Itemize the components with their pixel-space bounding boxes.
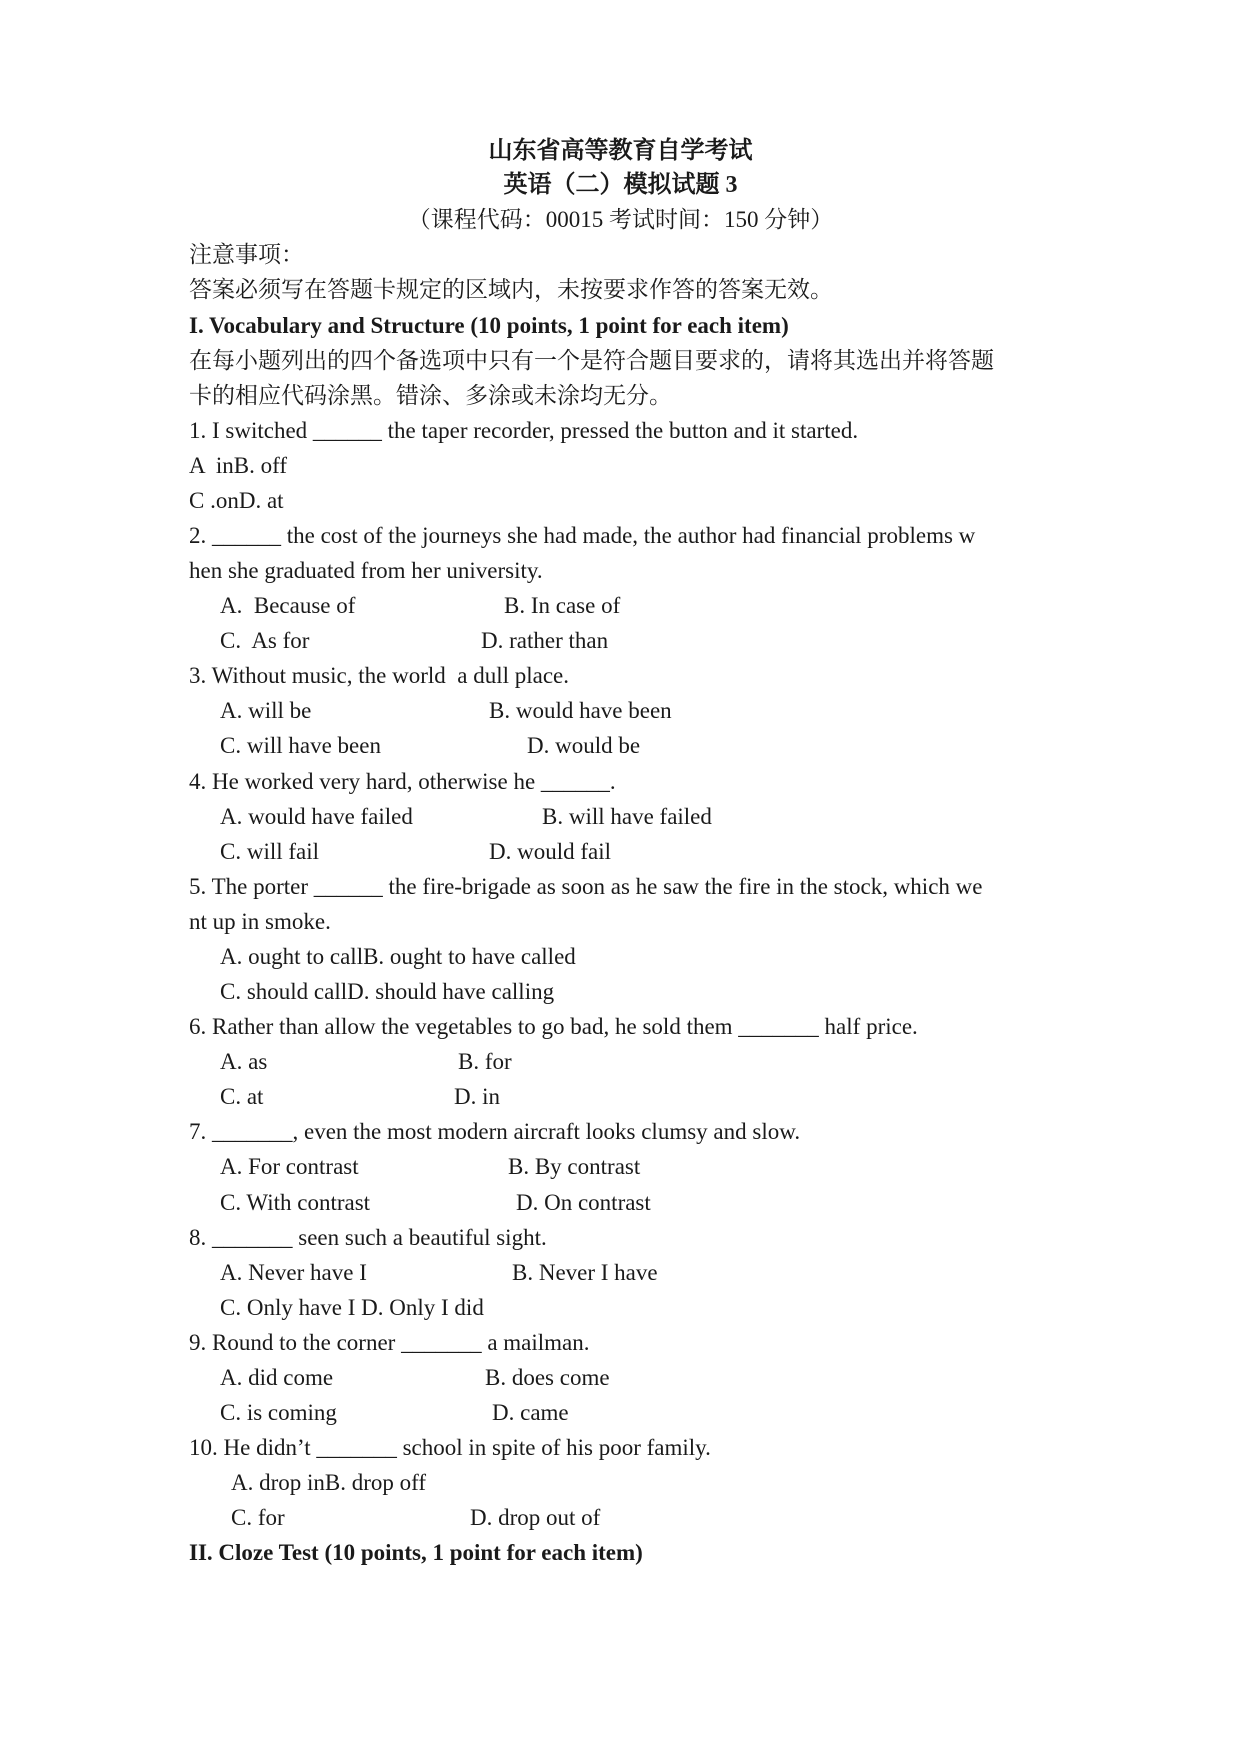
notice-text: 答案必须写在答题卡规定的区域内，未按要求作答的答案无效。 [189, 277, 833, 302]
question-2-option-c: C. As for [220, 628, 310, 653]
question-4-stem: 4. He worked very hard, otherwise he ______. [189, 769, 616, 794]
section1-heading: I. Vocabulary and Structure (10 points, 1 point for each item) [189, 313, 789, 338]
question-3-option-d: D. would be [527, 733, 641, 758]
question-9-option-d: D. came [492, 1400, 569, 1425]
question-4-option-b: B. will have failed [542, 804, 712, 829]
question-9-stem: 9. Round to the corner _______ a mailman. [189, 1330, 590, 1355]
question-1-option-line2: C .onD. at [189, 488, 284, 513]
question-10-option-d: D. drop out of [470, 1505, 601, 1530]
question-7-option-c: C. With contrast [220, 1190, 371, 1215]
question-4-option-d: D. would fail [489, 839, 612, 864]
question-2-option-a: A. Because of [220, 593, 356, 618]
question-6-option-c: C. at [220, 1084, 264, 1109]
question-10-stem: 10. He didn’t _______ school in spite of his poor family. [189, 1435, 711, 1460]
exam-subject-title: 英语（二）模拟试题 3 [503, 172, 738, 198]
question-6-option-d: D. in [454, 1084, 500, 1109]
section2-heading: II. Cloze Test (10 points, 1 point for each item) [189, 1540, 643, 1565]
question-4-option-a: A. would have failed [220, 804, 413, 829]
exam-title: 山东省高等教育自学考试 [488, 138, 753, 164]
question-3-stem: 3. Without music, the world a dull place. [189, 663, 569, 688]
question-6-option-b: B. for [458, 1049, 512, 1074]
question-10-option-c: C. for [231, 1505, 285, 1530]
question-9-option-c: C. is coming [220, 1400, 337, 1425]
question-3-option-a: A. will be [220, 698, 312, 723]
question-7-option-d: D. On contrast [516, 1190, 651, 1215]
question-6-stem: 6. Rather than allow the vegetables to go bad, he sold them _______ half price. [189, 1014, 918, 1039]
question-2-option-d: D. rather than [481, 628, 609, 653]
question-7-option-b: B. By contrast [508, 1154, 641, 1179]
question-4-option-c: C. will fail [220, 839, 320, 864]
question-5-option-line2: C. should callD. should have calling [220, 979, 555, 1004]
question-2-option-b: B. In case of [504, 593, 621, 618]
question-6-option-a: A. as [220, 1049, 268, 1074]
question-2-stem: 2. ______ the cost of the journeys she had made, the author had financial problems w [189, 523, 976, 548]
section1-instructions-line1: 在每小题列出的四个备选项中只有一个是符合题目要求的，请将其选出并将答题 [189, 348, 994, 373]
question-8-option-b: B. Never I have [512, 1260, 658, 1285]
question-8-option-line2: C. Only have I D. Only I did [220, 1295, 484, 1320]
question-3-option-c: C. will have been [220, 733, 381, 758]
question-5-option-line1: A. ought to callB. ought to have called [220, 944, 576, 969]
question-9-option-a: A. did come [220, 1365, 334, 1390]
question-1-stem: 1. I switched ______ the taper recorder, pressed the button and it started. [189, 418, 859, 443]
exam-course-info: （课程代码：00015 考试时间：150 分钟） [407, 207, 834, 232]
notice-heading: 注意事项： [189, 242, 304, 267]
question-5-stem-cont: nt up in smoke. [189, 909, 331, 934]
question-7-stem: 7. _______, even the most modern aircraft looks clumsy and slow. [189, 1119, 801, 1144]
question-10-option-line1: A. drop inB. drop off [231, 1470, 427, 1495]
question-8-option-a: A. Never have I [220, 1260, 367, 1285]
question-5-stem: 5. The porter ______ the fire-brigade as soon as he saw the fire in the stock, which we [189, 874, 983, 899]
question-7-option-a: A. For contrast [220, 1154, 359, 1179]
question-2-stem-cont: hen she graduated from her university. [189, 558, 543, 583]
question-3-option-b: B. would have been [489, 698, 672, 723]
question-1-option-line1: A inB. off [189, 453, 287, 478]
question-9-option-b: B. does come [485, 1365, 610, 1390]
section1-instructions-line2: 卡的相应代码涂黑。错涂、多涂或未涂均无分。 [189, 383, 672, 408]
question-8-stem: 8. _______ seen such a beautiful sight. [189, 1225, 547, 1250]
